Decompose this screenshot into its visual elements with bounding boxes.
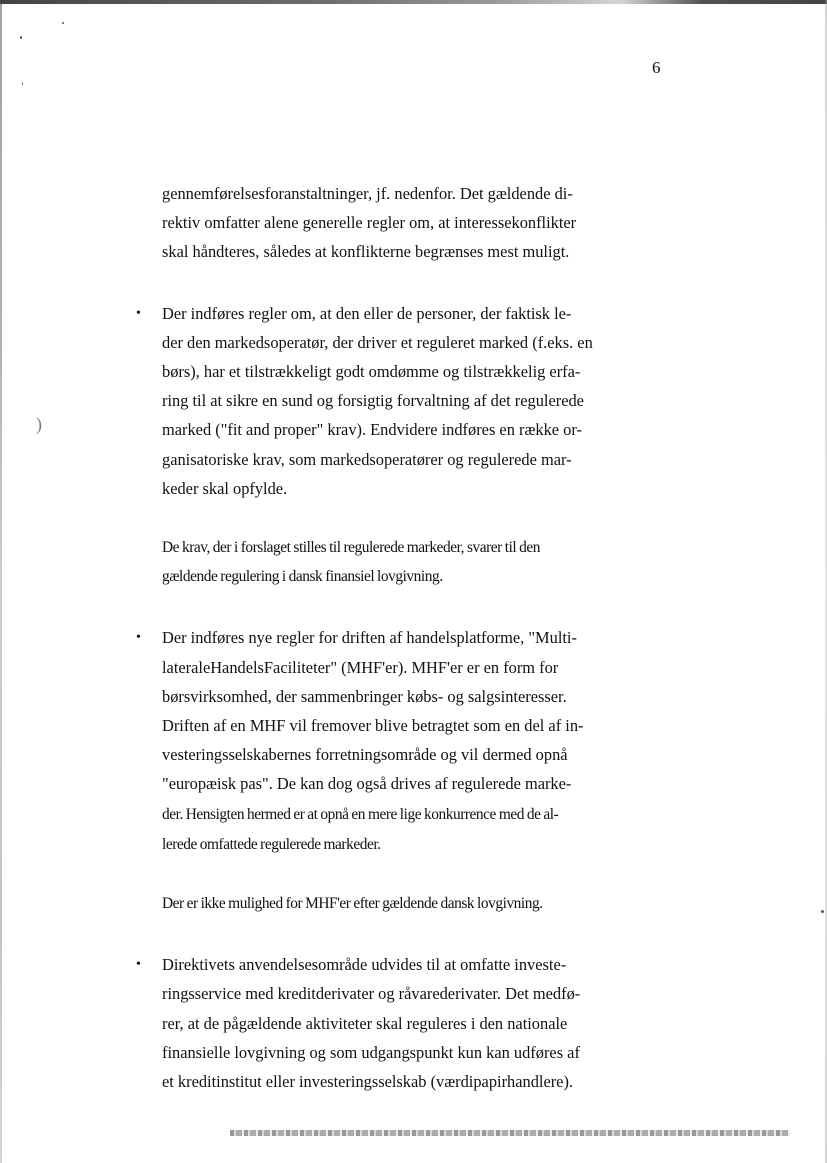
margin-mark: ) <box>36 414 42 434</box>
text-line: lateraleHandelsFaciliteter" (MHF'er). MHF'er er en form for <box>162 657 559 677</box>
bullet-icon: • <box>136 305 141 321</box>
text-line: marked ("fit and proper" krav). Endvidere indføres en række or- <box>162 420 582 440</box>
text-line: gennemførelsesforanstaltninger, jf. nedenfor. Det gældende di- <box>162 184 573 203</box>
text-line: vesteringsselskabernes forretningsområde og vil dermed opnå <box>162 745 568 765</box>
intro-paragraph <box>134 179 634 267</box>
bullet-item-fit-and-proper <box>134 299 634 503</box>
text-line: lerede omfattede regulerede markeder. <box>162 835 381 853</box>
text-line: Der indføres regler om, at den eller de personer, der faktisk le- <box>162 303 572 323</box>
text-line: Der indføres nye regler for driften af handelsplatforme, "Multi- <box>162 628 577 648</box>
text-line: børsvirksomhed, der sammenbringer købs- og salgsinteresser. <box>162 686 567 706</box>
text-line: rer, at de pågældende aktiviteter skal reguleres i den nationale <box>162 1013 568 1033</box>
bullet-item-derivatives <box>134 950 634 1096</box>
text-line: ringsservice med kreditderivater og råvarederivater. Det medfø- <box>162 984 581 1004</box>
note-paragraph <box>134 889 634 918</box>
text-line: finansielle lovgivning og som udgangspunkt kun kan udføres af <box>162 1042 580 1062</box>
text-line: ganisatoriske krav, som markedsoperatører og regulerede mar- <box>162 449 572 469</box>
bullet-paragraph <box>162 299 634 503</box>
bullet-icon: • <box>136 957 141 973</box>
text-line: der. Hensigten hermed er at opnå en mere lige konkurrence med de al- <box>162 805 559 823</box>
document-body <box>134 179 634 1096</box>
text-line: keder skal opfylde. <box>162 478 288 498</box>
text-line: et kreditinstitut eller investeringsselskab (værdipapirhandlere). <box>162 1072 574 1092</box>
text-line: børs), har et tilstrækkeligt godt omdømme og tilstrækkelig erfa- <box>162 362 581 382</box>
text-line: Der er ikke mulighed for MHF'er efter gældende dansk lovgivning. <box>162 895 543 913</box>
bullet-icon: • <box>136 630 141 646</box>
text-line: der den markedsoperatør, der driver et reguleret marked (f.eks. en <box>162 332 593 352</box>
text-line: De krav, der i forslaget stilles til regulerede markeder, svarer til den <box>162 539 540 557</box>
text-line: rektiv omfatter alene generelle regler om, at interessekonflikter <box>162 213 577 233</box>
bullet-paragraph <box>162 623 634 859</box>
scan-edge-left <box>0 0 2 1163</box>
scan-edge-bottom <box>230 1130 790 1136</box>
scan-speck <box>22 82 23 85</box>
text-line: "europæisk pas". De kan dog også drives af regulerede marke- <box>162 774 572 794</box>
scan-edge-top <box>0 0 827 4</box>
page-number: 6 <box>652 58 661 77</box>
text-line: gældende regulering i dansk finansiel lovgivning. <box>162 568 443 586</box>
bullet-paragraph <box>162 950 634 1096</box>
bullet-item-mhf <box>134 623 634 859</box>
text-line: Direktivets anvendelsesområde udvides til at omfatte investe- <box>162 955 567 975</box>
text-line: Driften af en MHF vil fremover blive betragtet som en del af in- <box>162 716 584 736</box>
scan-speck <box>20 36 22 39</box>
scan-speck <box>821 910 824 913</box>
scan-speck <box>62 22 64 24</box>
text-line: skal håndteres, således at konflikterne begrænses mest muligt. <box>162 242 570 262</box>
note-paragraph <box>134 533 634 591</box>
text-line: ring til at sikre en sund og forsigtig forvaltning af det regulerede <box>162 391 584 411</box>
